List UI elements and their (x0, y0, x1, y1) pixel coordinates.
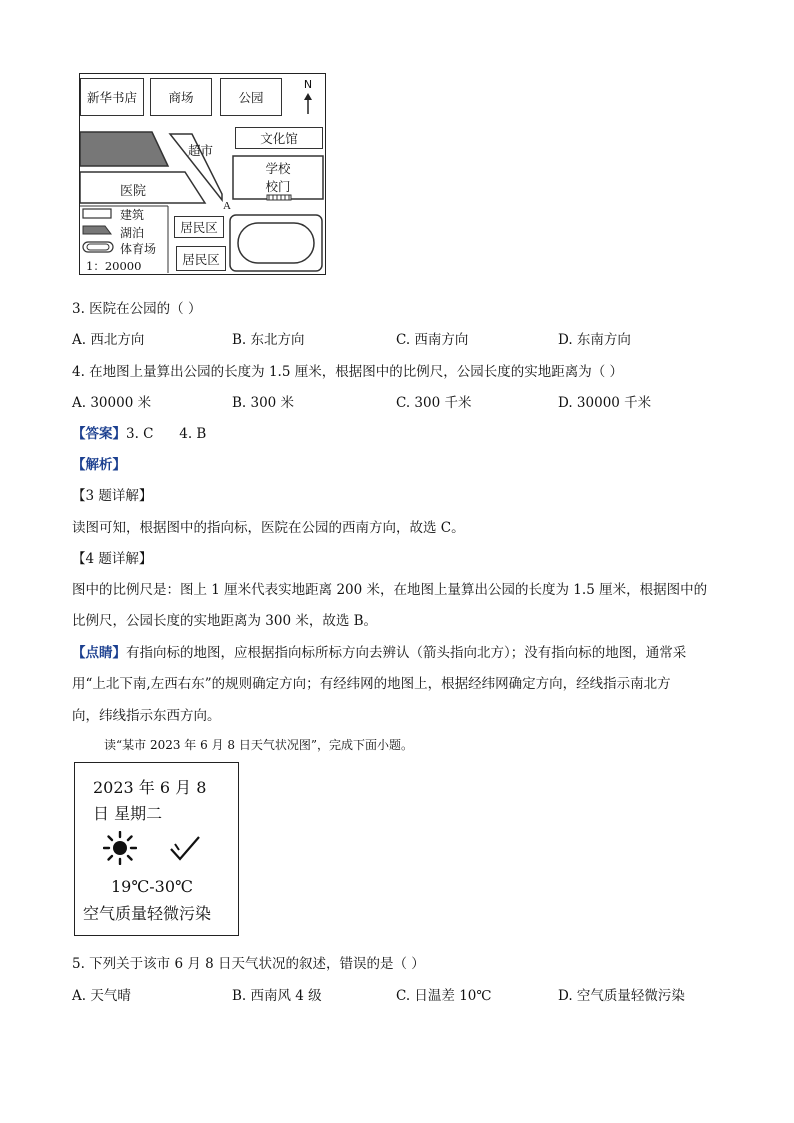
question-3-options (72, 328, 772, 348)
map-park: 公园 (220, 78, 282, 116)
q4-option-a[interactable]: A. 30000 米 (72, 395, 152, 411)
tip-line-3 (72, 704, 772, 724)
q4-detail-body-1 (72, 578, 772, 598)
question-4-stem: 4. 在地图上量算出公园的长度为 1.5 厘米，根据图中的比例尺，公园长度的实地距离为（ ） (72, 364, 624, 380)
legend-stadium: 体育场 (120, 242, 157, 256)
question-4 (72, 360, 772, 380)
answer-line (72, 422, 772, 442)
q4-option-b[interactable]: B. 300 米 (232, 395, 295, 411)
wind-icon (168, 833, 202, 863)
legend-building: 建筑 (120, 208, 145, 222)
tip-line-1 (72, 641, 772, 661)
city-map (79, 73, 326, 275)
q3-detail-label: 【3 题详解】 (72, 488, 153, 504)
q4-option-d[interactable]: D. 30000 千米 (558, 395, 652, 411)
analysis-heading (72, 453, 772, 473)
q3-detail-text: 读图可知，根据图中的指向标，医院在公园的西南方向，故选 C。 (72, 520, 465, 536)
weather-date-line-1: 2023 年 6 月 8 (93, 778, 207, 797)
q5-option-c[interactable]: C. 日温差 10℃ (396, 988, 492, 1004)
answer-text: 3. C 4. B (126, 426, 207, 442)
weather-temp: 19℃-30℃ (111, 877, 193, 896)
weather-card (74, 762, 239, 936)
question-3 (72, 297, 772, 317)
weather-date-line-2: 日 星期二 (93, 804, 163, 823)
tip-text-3: 向，纬线指示东西方向。 (72, 708, 221, 724)
q3-option-b[interactable]: B. 东北方向 (232, 332, 305, 348)
map-residential-1: 居民区 (174, 216, 224, 238)
q5-option-a[interactable]: A. 天气晴 (72, 988, 131, 1004)
q4-detail-line-1: 图中的比例尺是：图上 1 厘米代表实地距离 200 米，在地图上量算出公园的长度为 1.5 厘米，根据图中的 (72, 582, 708, 598)
legend-lake: 湖泊 (120, 226, 145, 240)
q4-detail-line-2: 比例尺，公园长度的实地距离为 300 米，故选 B。 (72, 613, 378, 629)
analysis-label: 【解析】 (72, 457, 126, 473)
tip-text-1: 有指向标的地图，应根据指向标所标方向去辨认（箭头指向北方）；没有指向标的地图，通常采 (126, 645, 687, 661)
q3-detail-body (72, 516, 772, 536)
question-3-stem: 3. 医院在公园的（ ） (72, 301, 202, 317)
north-label: N (303, 78, 313, 91)
sun-icon (103, 831, 137, 865)
q4-detail-label: 【4 题详解】 (72, 551, 153, 567)
q3-option-c[interactable]: C. 西南方向 (396, 332, 469, 348)
tip-line-2 (72, 672, 772, 692)
question-5 (72, 952, 772, 972)
legend-scale: 1：20000 (86, 259, 142, 273)
weather-air-quality: 空气质量轻微污染 (83, 904, 212, 923)
map-supermarket-label: 超市 (188, 143, 214, 158)
q3-option-a[interactable]: A. 西北方向 (72, 332, 145, 348)
q3-detail-heading (72, 484, 772, 504)
answer-label: 【答案】 (72, 426, 126, 442)
question-4-options (72, 391, 772, 411)
map-bookstore: 新华书店 (80, 78, 144, 116)
q3-option-d[interactable]: D. 东南方向 (558, 332, 631, 348)
q4-detail-heading (72, 547, 772, 567)
q4-detail-body-2 (72, 609, 772, 629)
tip-label: 【点睛】 (72, 645, 126, 661)
map-mall: 商场 (150, 78, 212, 116)
map-school: 学校 校门 (265, 161, 291, 194)
tip-text-2: 用“上北下南,左西右东”的规则确定方向；有经纬网的地图上，根据经纬网确定方向，经线指示南北方 (72, 676, 671, 692)
map-point-a: A (223, 200, 231, 212)
map-culture-hall: 文化馆 (235, 127, 323, 149)
q5-option-d[interactable]: D. 空气质量轻微污染 (558, 988, 685, 1004)
question-5-stem: 5. 下列关于该市 6 月 8 日天气状况的叙述，错误的是（ ） (72, 956, 425, 972)
lake-shape (80, 132, 168, 166)
q4-option-c[interactable]: C. 300 千米 (396, 395, 472, 411)
map-hospital-label: 医院 (120, 184, 147, 199)
question-5-options (72, 984, 772, 1004)
stadium-track (238, 223, 314, 263)
q5-option-b[interactable]: B. 西南风 4 级 (232, 988, 322, 1004)
map-residential-2: 居民区 (176, 246, 226, 271)
weather-intro: 读“某市 2023 年 6 月 8 日天气状况图”，完成下面小题。 (104, 738, 413, 752)
